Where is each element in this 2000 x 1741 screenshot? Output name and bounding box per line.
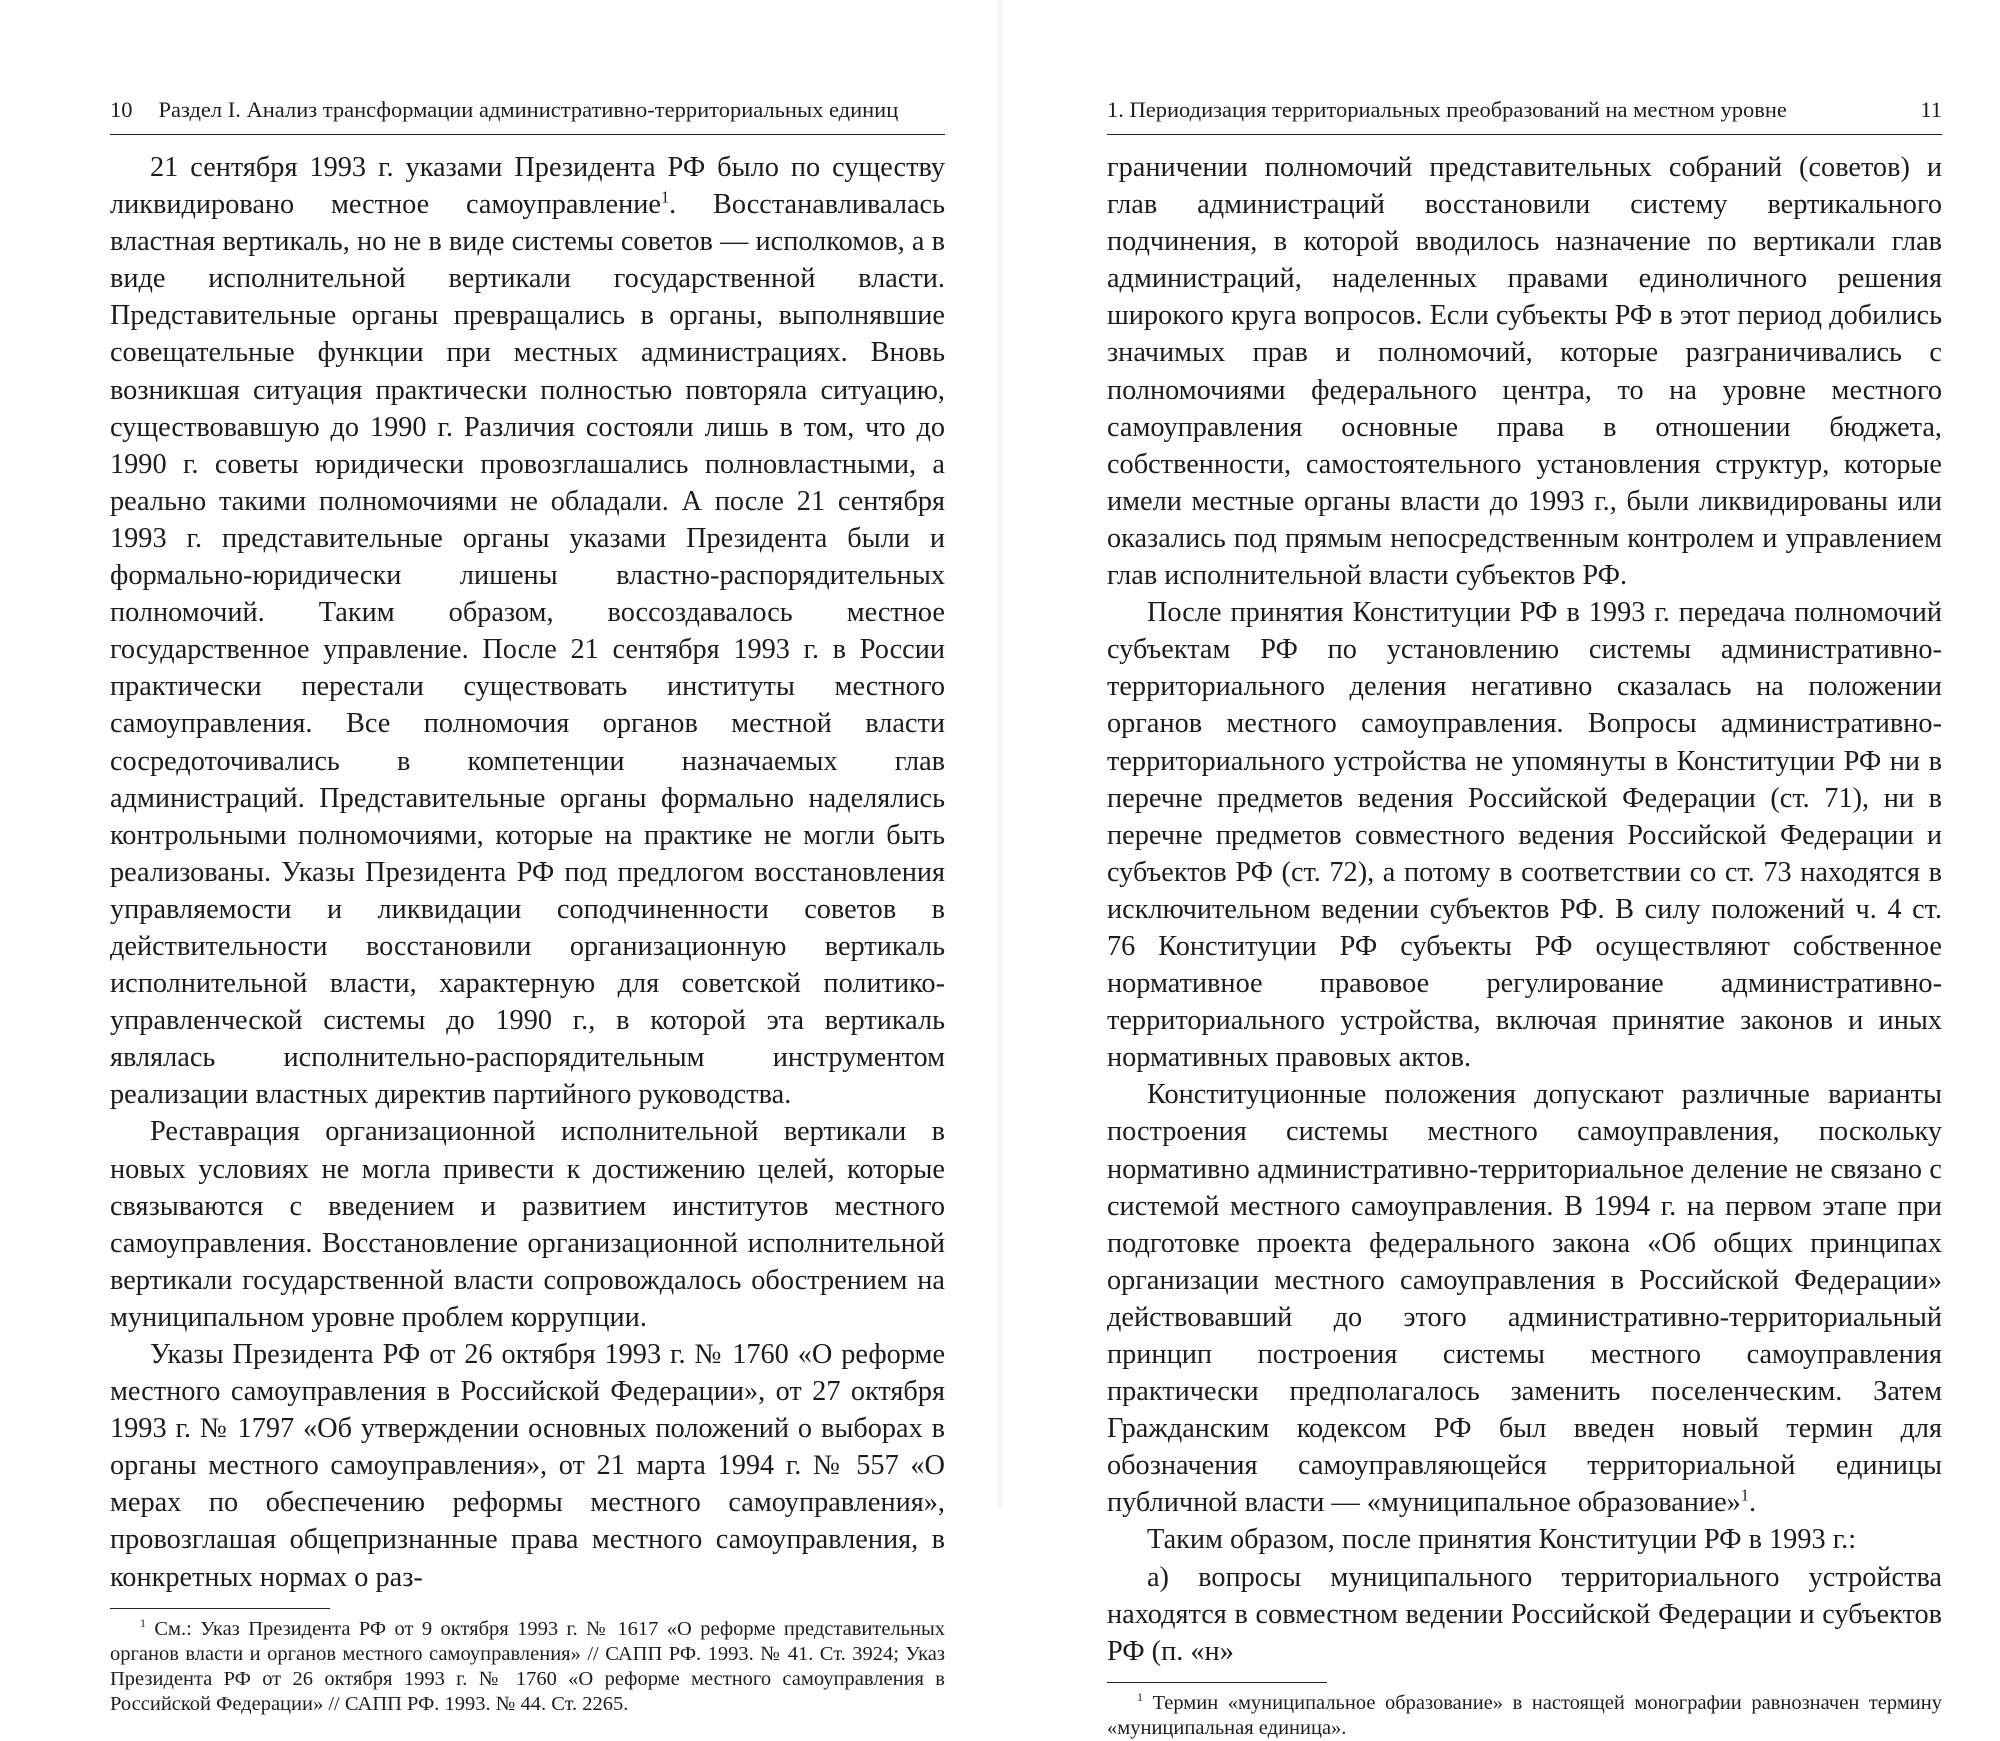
left-page-number: 10: [110, 97, 133, 122]
right-page-number: 11: [1920, 97, 1942, 122]
right-footnote-rule: [1107, 1682, 1327, 1683]
right-body-text: [1107, 149, 1942, 1670]
footnote-marker: 1: [140, 1615, 146, 1630]
book-gutter: [996, 0, 1004, 1507]
right-footnote: $^1$ Термин «муниципальное образование» в настоящей монографии равнозначен термину «муниципальная единица».: [1107, 1690, 1942, 1739]
right-page: [1107, 96, 1942, 1741]
footnote-marker: 1: [1137, 1690, 1143, 1705]
footnote-ref: 1: [660, 187, 670, 207]
right-paragraph-3: Конституционные положения допускают различные варианты построения системы местного самоуправления, поскольку нормативно административно-территориальное деление не связано с системой местного самоуправления. В 1994 г. на первом этапе при подготовке проекта федерального закона «Об общих принципах организации местного самоуправления в Российской Федерации» действовавший до этого административно-территориальный принцип построения системы местного самоуправления практически предполагалось заменить поселенческим. Затем Гражданским кодексом РФ был введен новый термин для обозначения самоуправляющейся территориальной единицы публичной власти — «муниципальное образование»$^1$.: [1107, 1079, 1942, 1519]
footnote-ref: 1: [1740, 1485, 1749, 1505]
left-footnote: $^1$ См.: Указ Президента РФ от 9 октября 1993 г. № 1617 «О реформе представительных органов власти и органов местного самоуправления» // САПП РФ. 1993. № 41. Ст. 3924; Указ Президента РФ от 26 октября 1993 г. № 1760 «О реформе местного самоуправления в Российской Федерации» // САПП РФ. 1993. № 44. Ст. 2265.: [110, 1615, 945, 1715]
right-paragraph-5: а) вопросы муниципального территориального устройства находятся в совместном ведении Российской Федерации и субъектов РФ (п. «н»: [1107, 1561, 1942, 1667]
left-paragraph-1: 21 сентября 1993 г. указами Президента РФ было по существу ликвидировано местное самоуправление$^1$. Восстанавливалась властная вертикаль, но не в виде системы советов — исполкомов, а в виде исполнительной вертикали государственной власти. Представительные органы превращались в органы, выполнявшие совещательные функции при местных администрациях. Вновь возникшая ситуация практически полностью повторяла ситуацию, существовавшую до 1990 г. Различия состояли лишь в том, что до 1990 г. советы юридически провозглашались полновластными, а реально такими полномочиями не обладали. А после 21 сентября 1993 г. представительные органы указами Президента были и формально-юридически лишены властно-распорядительных полномочий. Таким образом, воссоздавалось местное государственное управление. После 21 сентября 1993 г. в России практически перестали существовать институты местного самоуправления. Все полномочия органов местной власти сосредоточивались в компетенции назначаемых глав администраций. Представительные органы формально наделялись контрольными полномочиями, которые на практике не могли быть реализованы. Указы Президента РФ под предлогом восстановления управляемости и ликвидации соподчиненности советов в действительности восстановили организационную вертикаль исполнительной власти, характерную для советской политико-управленческой системы до 1990 г., в которой эта вертикаль являлась исполнительно-распорядительным инструментом реализации властных директив партийного руководства.: [110, 152, 945, 1111]
left-paragraph-3: Указы Президента РФ от 26 октября 1993 г. № 1760 «О реформе местного самоуправления в Российской Федерации», от 27 октября 1993 г. № 1797 «Об утверждении основных положений о выборах в органы местного самоуправления», от 21 марта 1994 г. № 557 «О мерах по обеспечению реформы местного самоуправления», провозглашая общепризнанные права местного самоуправления, в конкретных нормах о раз-: [110, 1339, 945, 1593]
right-running-head: [1107, 96, 1942, 135]
right-paragraph-2: После принятия Конституции РФ в 1993 г. передача полномочий субъектам РФ по установлению системы административно-территориального деления негативно сказалась на положении органов местного самоуправления. Вопросы административно-территориального устройства не упомянуты в Конституции РФ ни в перечне предметов ведения Российской Федерации (ст. 71), ни в перечне предметов совместного ведения Российской Федерации и субъектов РФ (ст. 72), а потому в соответствии со ст. 73 находятся в исключительном ведении субъектов РФ. В силу положений ч. 4 ст. 76 Конституции РФ субъекты РФ осуществляют собственное нормативное правовое регулирование административно-территориального устройства, включая принятие законов и иных нормативных правовых актов.: [1107, 597, 1942, 1074]
right-running-title: 1. Периодизация территориальных преобразований на местном уровне: [1107, 97, 1787, 122]
right-paragraph-1: граничении полномочий представительных собраний (советов) и глав администраций восстановили систему вертикального подчинения, в которой вводилось назначение по вертикали глав администраций, наделенных правами единоличного решения широкого круга вопросов. Если субъекты РФ в этот период добились значимых прав и полномочий, которые разграничивались с полномочиями федерального центра, то на уровне местного самоуправления основные права в отношении бюджета, собственности, самостоятельного установления структур, которые имели местные органы власти до 1993 г., были ликвидированы или оказались под прямым непосредственным контролем и управлением глав исполнительной власти субъектов РФ.: [1107, 152, 1942, 592]
right-paragraph-4: Таким образом, после принятия Конституции РФ в 1993 г.:: [1147, 1524, 1857, 1556]
left-footnote-rule: [110, 1608, 330, 1609]
left-body-text: [110, 149, 945, 1596]
left-running-title: Раздел I. Анализ трансформации административно-территориальных единиц: [158, 97, 899, 122]
left-running-head: [110, 96, 945, 135]
left-page: [110, 96, 945, 1717]
left-paragraph-2: Реставрация организационной исполнительной вертикали в новых условиях не могла привести к достижению целей, которые связываются с введением и развитием институтов местного самоуправления. Восстановление организационной исполнительной вертикали государственной власти сопровождалось обострением на муниципальном уровне проблем коррупции.: [110, 1116, 945, 1333]
